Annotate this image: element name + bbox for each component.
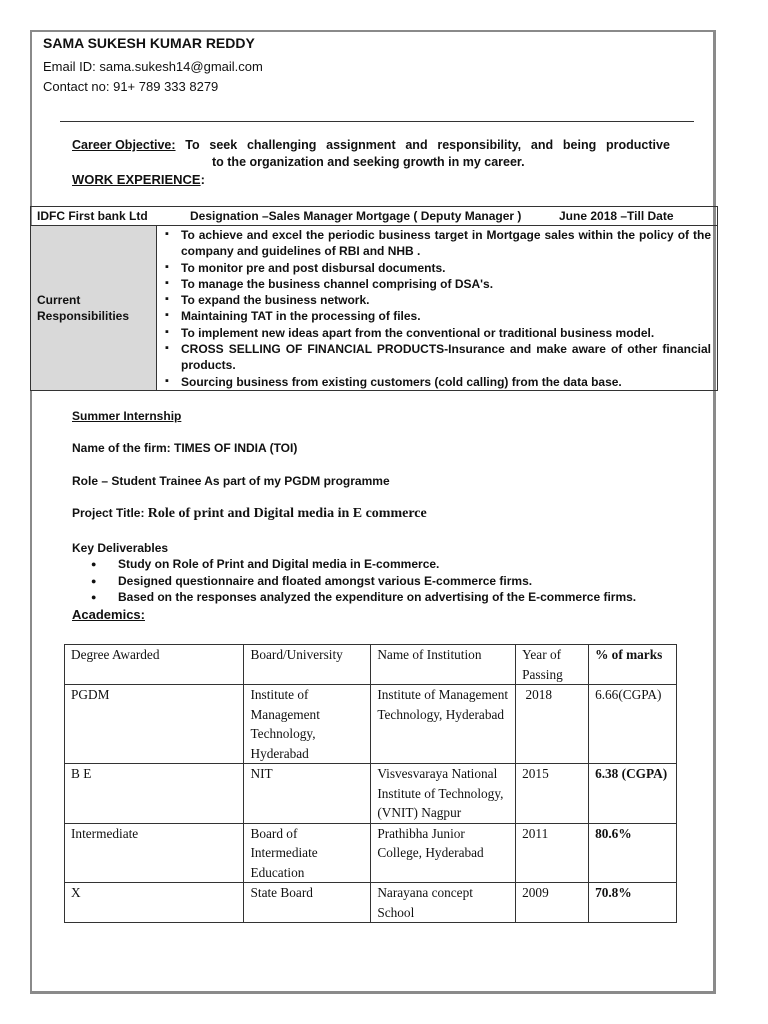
job-header-row (30, 206, 718, 226)
academics-table (64, 644, 677, 923)
table-row (65, 883, 677, 923)
objective-word: challenging (246, 138, 317, 152)
table-cell: Narayana concept School (371, 883, 516, 923)
list-item: ● Designed questionnaire and floated amongst various E-commerce firms. (72, 573, 672, 590)
list-item: ▪ CROSS SELLING OF FINANCIAL PRODUCTS-Insurance and make aware of other financial products. (165, 341, 711, 374)
table-cell: PGDM (65, 685, 244, 764)
project-title-label: Project Title: (72, 506, 148, 520)
work-experience-heading (72, 172, 205, 187)
table-cell: 2009 (516, 883, 589, 923)
career-objective (72, 137, 670, 171)
designation: Designation –Sales Manager Mortgage ( Deputy Manager ) (190, 209, 522, 223)
deliverables-heading: Key Deliverables (72, 541, 169, 555)
responsibilities-box (30, 225, 718, 391)
objective-word: To (185, 138, 200, 152)
deliverables-list (72, 556, 672, 606)
table-row (65, 764, 677, 824)
table-cell: Institute of Management Technology, Hyderabad (244, 685, 371, 764)
work-heading-text: WORK EXPERIENCE (72, 172, 201, 187)
objective-word: being (562, 138, 597, 152)
candidate-name: SAMA SUKESH KUMAR REDDY (43, 35, 255, 51)
list-item: ● Study on Role of Print and Digital media in E-commerce. (72, 556, 672, 573)
table-row (65, 823, 677, 883)
project-title (72, 506, 427, 522)
table-cell: Intermediate (65, 823, 244, 883)
table-cell: 2018 (516, 685, 589, 764)
objective-word: seek (209, 138, 238, 152)
project-title-value: Role of print and Digital media in E commerce (147, 506, 427, 521)
list-item: ▪ To expand the business network. (165, 292, 711, 308)
table-cell: Institute of Management Technology, Hyderabad (371, 685, 516, 764)
table-cell: Prathibha Junior College, Hyderabad (371, 823, 516, 883)
internship-firm: Name of the firm: TIMES OF INDIA (TOI) (72, 441, 298, 455)
header-divider (60, 121, 694, 122)
company-name: IDFC First bank Ltd (37, 209, 148, 223)
table-row (65, 685, 677, 764)
list-item: ▪ Sourcing business from existing customers (cold calling) from the data base. (165, 374, 711, 390)
objective-word: and (405, 138, 428, 152)
academics-heading: Academics: (72, 607, 145, 622)
responsibilities-list (165, 227, 711, 390)
table-cell: 2015 (516, 764, 589, 824)
list-item: ● Based on the responses analyzed the expenditure on advertising of the E-commerce firms. (72, 589, 672, 606)
list-item: ▪ To monitor pre and post disbursal documents. (165, 260, 711, 276)
email-line: Email ID: sama.sukesh14@gmail.com (43, 59, 263, 74)
table-cell: 6.38 (CGPA) (589, 764, 677, 824)
objective-line-1 (72, 137, 670, 154)
objective-line-2: to the organization and seeking growth in my career. (212, 155, 525, 169)
table-header-row (65, 645, 677, 685)
table-cell: Visvesvaraya National Institute of Technology, (VNIT) Nagpur (371, 764, 516, 824)
work-heading-colon: : (200, 172, 205, 187)
list-item: ▪ To implement new ideas apart from the conventional or traditional business model. (165, 325, 711, 341)
objective-word: assignment (326, 138, 396, 152)
internship-role: Role – Student Trainee As part of my PGDM programme (72, 474, 390, 488)
responsibilities-label: Current Responsibilities (31, 226, 157, 390)
list-item: ▪ Maintaining TAT in the processing of files. (165, 308, 711, 324)
column-header: % of marks (589, 645, 677, 685)
list-item: ▪ To achieve and excel the periodic business target in Mortgage sales within the policy of the company and guidelines of RBI and NHB . (165, 227, 711, 260)
table-cell: State Board (244, 883, 371, 923)
objective-word: productive (606, 138, 670, 152)
table-cell: Board of Intermediate Education (244, 823, 371, 883)
table-cell: X (65, 883, 244, 923)
column-header: Year of Passing (516, 645, 589, 685)
table-cell: 70.8% (589, 883, 677, 923)
table-cell: B E (65, 764, 244, 824)
objective-word: responsibility, (437, 138, 522, 152)
column-header: Degree Awarded (65, 645, 244, 685)
table-cell: 80.6% (589, 823, 677, 883)
objective-word: and (530, 138, 554, 152)
objective-label: Career Objective: (72, 138, 176, 152)
table-cell: 2011 (516, 823, 589, 883)
job-period: June 2018 –Till Date (559, 209, 674, 223)
list-item: ▪ To manage the business channel comprising of DSA's. (165, 276, 711, 292)
contact-line: Contact no: 91+ 789 333 8279 (43, 79, 219, 94)
column-header: Name of Institution (371, 645, 516, 685)
table-cell: 6.66(CGPA) (589, 685, 677, 764)
internship-heading: Summer Internship (72, 409, 182, 423)
table-cell: NIT (244, 764, 371, 824)
column-header: Board/University (244, 645, 371, 685)
